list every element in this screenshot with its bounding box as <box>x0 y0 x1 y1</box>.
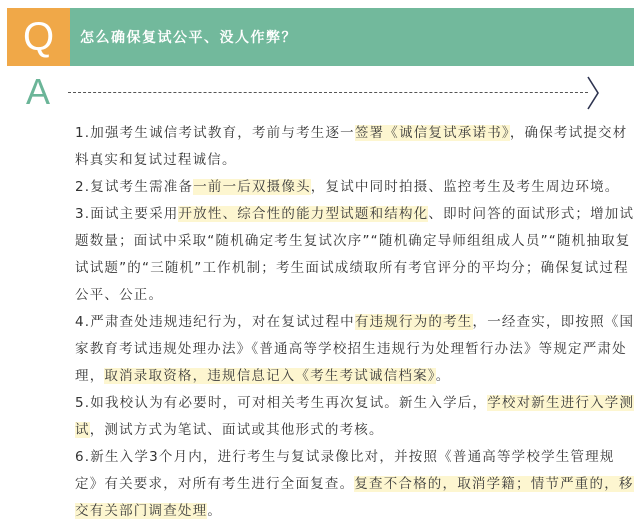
highlighted-text: 取消录取资格，违规信息记入《考生考试诚信档案》 <box>104 368 436 384</box>
paragraph-text: 1.加强考生诚信考试教育，考前与考生逐一 <box>75 125 355 141</box>
highlighted-text: 一前一后双摄像头 <box>193 179 311 195</box>
paragraph-text: ，确保考试提交材料真实和复试过程诚信。 <box>75 125 628 168</box>
chevron-right-icon <box>586 76 600 110</box>
paragraph-text: 6.新生入学3个月内，进行考生与复试录像比对，并按照《普通高等学校学生管理规定》有关要求，对所有考生进行全面复查。 <box>75 449 615 492</box>
question-badge <box>7 8 70 66</box>
paragraph-text: 。 <box>207 503 223 519</box>
paragraph-text: 。 <box>435 368 451 384</box>
answer-paragraph-1 <box>75 120 635 174</box>
answer-paragraph-2 <box>75 174 635 201</box>
paragraph-text: ，测试方式为笔试、面试或其他形式的考核。 <box>89 422 384 438</box>
paragraph-text: 5.如我校认为有必要时，可对相关考生再次复试。新生入学后， <box>75 395 488 411</box>
answer-paragraph-5 <box>75 390 635 444</box>
paragraph-text: ，复试中同时拍摄、监控考生及考生周边环境。 <box>310 179 620 195</box>
question-letter: Q <box>22 15 55 59</box>
answer-paragraph-6 <box>75 444 635 525</box>
paragraph-text: 2.复试考生需准备 <box>75 179 194 195</box>
answer-letter: A <box>26 71 51 112</box>
question-bar <box>7 8 634 66</box>
answer-paragraph-4 <box>75 309 635 390</box>
highlighted-text: 开放性、综合性的能力型试题和结构化 <box>178 206 429 222</box>
paragraph-text: ，一经查实，即按照《国家教育考试违规处理办法》《普通高等学校招生违规行为处理暂行办法》等规定严肃处理， <box>75 314 635 384</box>
paragraph-text: 、即时问答的面试形式；增加试题数量；面试中采取“随机确定考生复试次序”“随机确定导师组组成人员”“随机抽取复试试题”的“三随机”工作机制；考生面试成绩取所有考官评分的平均分；确保复试过程公平、公正。 <box>75 206 635 303</box>
question-title: 怎么确保复试公平、没人作弊？ <box>80 30 297 46</box>
highlighted-text: 复查不合格的，取消学籍；情节严重的，移交有关部门调查处理 <box>75 476 634 519</box>
dashed-divider <box>68 92 588 93</box>
paragraph-text: 3.面试主要采用 <box>75 206 179 222</box>
highlighted-text: 学校对新生进行入学测试 <box>75 395 635 438</box>
answer-paragraph-3 <box>75 201 635 309</box>
highlighted-text: 有违规行为的考生 <box>354 314 473 330</box>
answer-body <box>75 120 635 525</box>
paragraph-text: 4.严肃查处违规违纪行为，对在复试过程中 <box>75 314 355 330</box>
highlighted-text: 签署《诚信复试承诺书》 <box>354 125 510 141</box>
